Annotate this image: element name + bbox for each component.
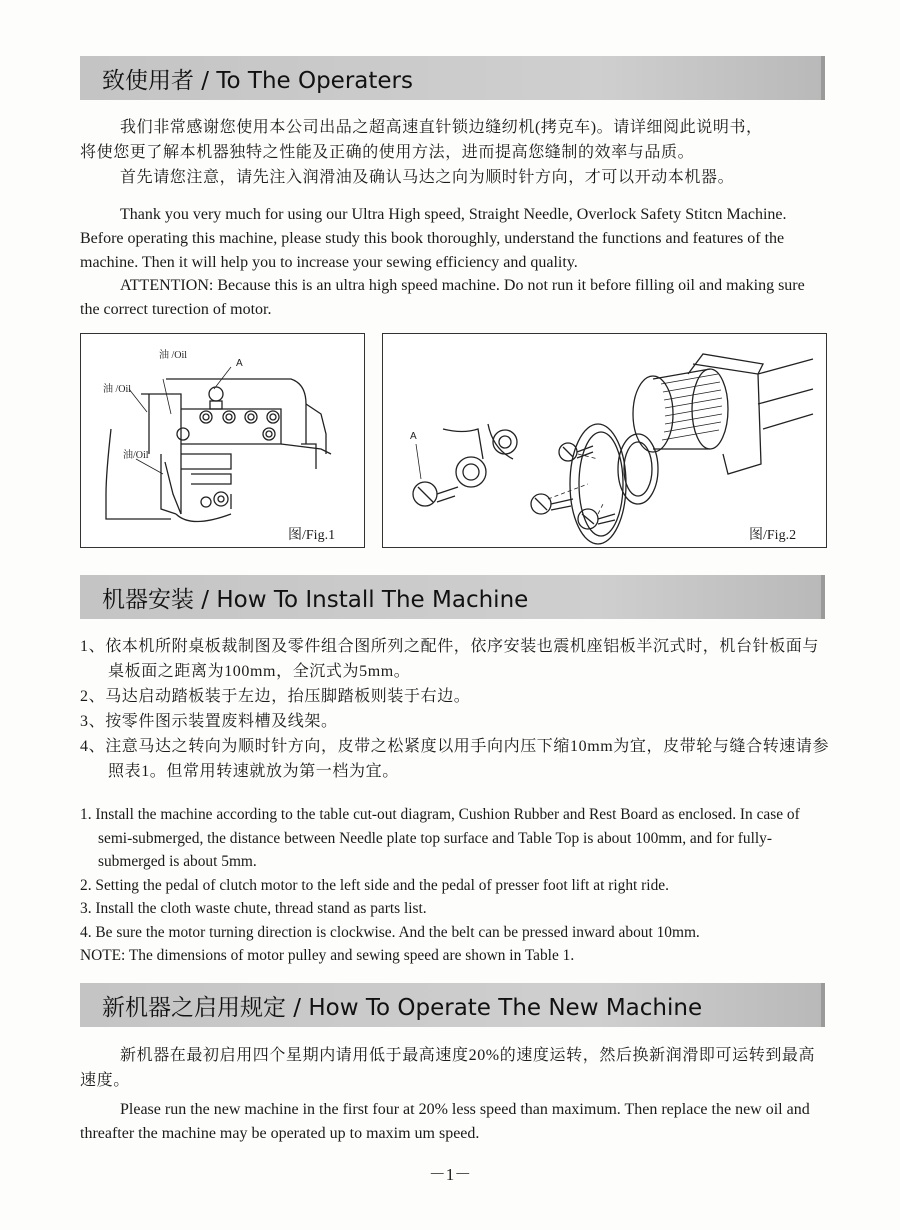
figure-1 — [80, 333, 365, 548]
list-item: 3. Install the cloth waste chute, thread stand as parts list. — [80, 900, 427, 917]
section-title: 新机器之启用规定 / How To Operate The New Machine — [102, 994, 703, 1021]
list-item: 1、依本机所附桌板裁制图及零件组合图所列之配件，依序安装也震机座铝板半沉式时，机台针板面与桌板面之距离为100mm，全沉式为5mm。 — [80, 638, 820, 680]
section-title: 致使用者 / To The Operaters — [102, 67, 413, 94]
oil-label-left: 油 /Oil — [103, 384, 132, 395]
oil-label-bottom: 油/Oil — [123, 450, 149, 461]
page-number: －1－ — [428, 1165, 472, 1184]
attention-paragraph: ATTENTION: Because this is an ultra high speed machine. Do not run it before filling oil and making sure the correct turection of motor. — [80, 277, 805, 318]
figure-2-caption: 图/Fig.2 — [749, 528, 797, 543]
install-steps-english — [80, 803, 830, 968]
section-header-install — [80, 575, 825, 619]
list-item: 2、马达启动踏板装于左边，抬压脚踏板则装于右边。 — [80, 688, 471, 705]
motor-pulley-diagram — [383, 334, 828, 549]
operate-english-paragraph: Please run the new machine in the first four at 20% less speed than maximum. Then replace the new oil and threafter the machine may be operated up to maxim um speed. — [80, 1101, 810, 1142]
figure-1-caption: 图/Fig.1 — [288, 528, 336, 543]
section-header-operators — [80, 56, 825, 100]
list-item: 4、注意马达之转向为顺时针方向，皮带之松紧度以用手向内压下缩10mm为宜，皮带轮与缝合转速请参照表1。但常用转速就放为第一档为宜。 — [80, 738, 830, 780]
section-header-operate — [80, 983, 825, 1027]
label-a: A — [236, 358, 243, 369]
intro-english-paragraph: Thank you very much for using our Ultra High speed, Straight Needle, Overlock Safety Stitcn Machine. Before operating this machine, please study this book thoroughly, understand the functions and features of the machine. Then it will help you to increase your sewing efficiency and quality. — [80, 206, 787, 271]
list-item: 4. Be sure the motor turning direction is clockwise. And the belt can be pressed inward about 10mm. — [80, 923, 700, 941]
figure-2 — [382, 333, 827, 548]
zh-line: 首先请您注意，请先注入润滑油及确认马达之向为顺时针方向，才可以开动本机器。 — [120, 169, 735, 186]
section-title: 机器安装 / How To Install The Machine — [102, 586, 529, 613]
operate-chinese-paragraph: 新机器在最初启用四个星期内请用低于最高速度20%的速度运转，然后换新润滑即可运转到最高速度。 — [80, 1047, 816, 1089]
zh-line: 我们非常感谢您使用本公司出品之超高速直针锁边缝纫机(拷克车)。请详细阅此说明书， — [120, 119, 763, 136]
list-item: 3、按零件图示装置废料槽及线架。 — [80, 713, 338, 730]
list-item: 2. Setting the pedal of clutch motor to the left side and the pedal of presser foot lift at right ride. — [80, 876, 669, 894]
install-steps-chinese — [80, 634, 830, 784]
oil-label-top: 油 /Oil — [159, 350, 188, 361]
list-item: 1. Install the machine according to the table cut-out diagram, Cushion Rubber and Rest Board as enclosed. In case of semi-submerged, the distance between Needle plate top surface and Table Top is about 100mm, and for fully-submerged is about 5mm. — [80, 806, 800, 870]
label-a: A — [410, 431, 417, 442]
zh-line: 将使您更了解本机器独特之性能及正确的使用方法，进而提高您缝制的效率与品质。 — [80, 144, 695, 161]
intro-chinese-paragraph — [80, 115, 828, 190]
machine-oiling-diagram — [81, 334, 366, 549]
note-line: NOTE: The dimensions of motor pulley and sewing speed are shown in Table 1. — [80, 947, 575, 964]
